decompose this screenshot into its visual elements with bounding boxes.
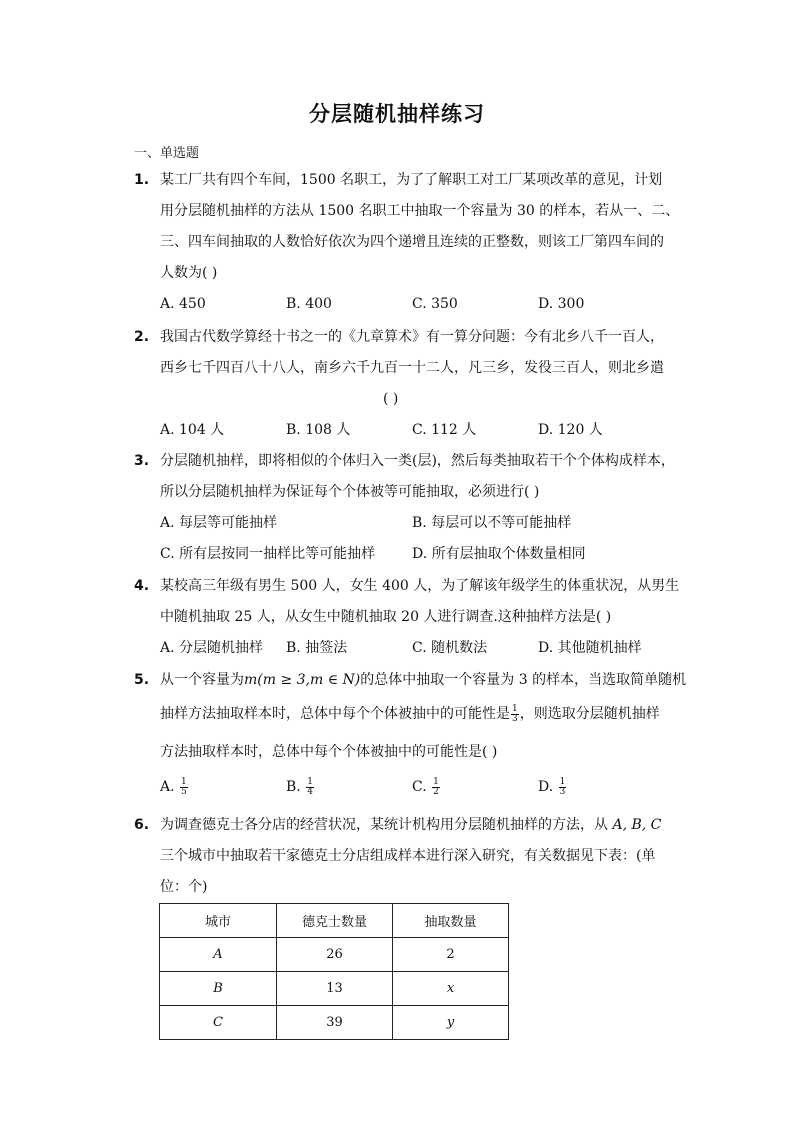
table-cell: B: [160, 972, 277, 1006]
question-4: [134, 576, 680, 661]
fraction-numerator: 1: [512, 703, 518, 714]
table-cell: C: [160, 1006, 277, 1040]
option-d[interactable]: D. 300: [538, 296, 585, 312]
question-number: 3.: [134, 453, 150, 469]
question-text-line: 中随机抽取 25 人，从女生中随机抽取 20 人进行调查.这种抽样方法是( ): [160, 609, 612, 625]
option-a[interactable]: [160, 777, 189, 797]
question-text-line: 我国古代数学算经十书之一的《九章算术》有一算分问题：今有北乡八千一百人，: [160, 329, 664, 345]
option-label: C.: [412, 779, 427, 795]
table-header-cell: 抽取数量: [393, 904, 509, 938]
fraction: [432, 778, 440, 797]
answer-options: [160, 777, 680, 801]
section-heading: 一、单选题: [134, 146, 200, 161]
question-5: [134, 670, 687, 805]
option-c[interactable]: C. 所有层按同一抽样比等可能抽样: [160, 546, 376, 562]
option-label: A.: [160, 779, 175, 795]
option-a[interactable]: A. 分层随机抽样: [160, 640, 264, 656]
question-text-line: [160, 815, 661, 835]
fraction-denominator: 2: [433, 786, 439, 797]
text-run: 抽样方法抽取样本时，总体中每个个体被抽中的可能性是: [160, 706, 510, 722]
option-d[interactable]: [538, 777, 567, 797]
question-text-line: ( ): [383, 391, 399, 407]
option-b[interactable]: [286, 777, 315, 797]
fraction-numerator: 1: [307, 776, 313, 787]
question-text-line: 所以分层随机抽样为保证每个个体被等可能抽取，必须进行( ): [160, 484, 540, 500]
option-c[interactable]: C. 随机数法: [412, 640, 488, 656]
option-b[interactable]: B. 抽签法: [286, 640, 348, 656]
table-row: [160, 1006, 509, 1040]
question-number: 2.: [134, 329, 150, 345]
option-label: B.: [286, 779, 301, 795]
text-run: ，则选取分层随机抽样: [519, 706, 660, 722]
question-2: [134, 327, 674, 442]
option-a[interactable]: A. 每层等可能抽样: [160, 515, 278, 531]
table-cell: x: [393, 972, 509, 1006]
question-6: [134, 815, 674, 895]
question-number: 1.: [134, 172, 150, 188]
table-header-cell: 德克士数量: [277, 904, 393, 938]
option-d[interactable]: D. 120 人: [538, 422, 603, 438]
text-run: 的总体中抽取一个容量为 3 的样本，当选取简单随机: [360, 672, 687, 688]
table-cell: 39: [277, 1006, 393, 1040]
fraction-denominator: 5: [181, 786, 187, 797]
table-row: [160, 972, 509, 1006]
option-c[interactable]: C. 112 人: [412, 422, 477, 438]
option-b[interactable]: B. 108 人: [286, 422, 351, 438]
answer-options: [160, 294, 680, 314]
table-header-cell: 城市: [160, 904, 277, 938]
fraction: [306, 778, 314, 797]
option-c[interactable]: [412, 777, 441, 797]
answer-options: [160, 513, 680, 533]
question-text-line: 某校高三年级有男生 500 人，女生 400 人，为了解该年级学生的体重状况，从男生: [160, 578, 680, 594]
fraction-numerator: 1: [559, 776, 566, 787]
question-1: [134, 170, 680, 320]
table-cell: 13: [277, 972, 393, 1006]
question-text-line: 人数为( ): [160, 265, 218, 281]
option-a[interactable]: A. 104 人: [160, 422, 225, 438]
table-header-row: [160, 904, 509, 938]
question-number: 4.: [134, 578, 150, 594]
table-cell: A: [160, 938, 277, 972]
text-run: 为调查德克士各分店的经营状况，某统计机构用分层随机抽样的方法，从: [160, 817, 613, 833]
fraction-denominator: 3: [512, 713, 518, 724]
table-cell: 2: [393, 938, 509, 972]
option-label: D.: [538, 779, 554, 795]
option-d[interactable]: D. 所有层抽取个体数量相同: [412, 546, 586, 562]
fraction: [559, 778, 567, 797]
text-run: 从一个容量为: [160, 672, 244, 688]
question-text-line: 某工厂共有四个车间，1500 名职工，为了了解职工对工厂某项改革的意见，计划: [160, 172, 663, 188]
fraction-denominator: 3: [559, 786, 566, 797]
fraction: [511, 705, 519, 724]
fraction-denominator: 4: [307, 786, 313, 797]
question-text-line: [160, 704, 660, 724]
question-number: 5.: [134, 672, 150, 688]
question-number: 6.: [134, 817, 150, 833]
question-text-line: 方法抽取样本时，总体中每个个体被抽中的可能性是( ): [160, 744, 498, 760]
page-title: 分层随机抽样练习: [309, 102, 485, 126]
data-table: [159, 903, 509, 1040]
answer-options: [160, 638, 680, 658]
question-text-line: 用分层随机抽样的方法从 1500 名职工中抽取一个容量为 30 的样本，若从一、二、: [160, 203, 680, 219]
option-b[interactable]: B. 每层可以不等可能抽样: [412, 515, 572, 531]
math-expression: A, B, C: [612, 817, 662, 833]
question-3: [134, 451, 674, 566]
question-text-line: 三个城市中抽取若干家德克士分店组成样本进行深入研究，有关数据见下表：(单: [160, 848, 656, 864]
question-text-line: [160, 670, 686, 690]
table-cell: 26: [277, 938, 393, 972]
fraction: [180, 778, 188, 797]
option-a[interactable]: A. 450: [160, 296, 206, 312]
math-expression: m(m ≥ 3,m ∈ N): [244, 672, 361, 688]
question-text-line: 分层随机抽样，即将相似的个体归入一类(层)，然后每类抽取若干个个体构成样本，: [160, 453, 675, 469]
question-text-line: 三、四车间抽取的人数恰好依次为四个递增且连续的正整数，则该工厂第四车间的: [160, 234, 664, 250]
table-cell: y: [393, 1006, 509, 1040]
option-b[interactable]: B. 400: [286, 296, 332, 312]
option-c[interactable]: C. 350: [412, 296, 458, 312]
fraction-numerator: 1: [433, 776, 439, 787]
table-row: [160, 938, 509, 972]
question-text-line: 西乡七千四百八十八人，南乡六千九百一十二人，凡三乡，发役三百人，则北乡遣: [160, 360, 664, 376]
fraction-numerator: 1: [181, 776, 187, 787]
question-text-line: 位：个): [160, 879, 208, 895]
option-d[interactable]: D. 其他随机抽样: [538, 640, 642, 656]
answer-options: [160, 420, 680, 440]
answer-options: [160, 544, 680, 564]
